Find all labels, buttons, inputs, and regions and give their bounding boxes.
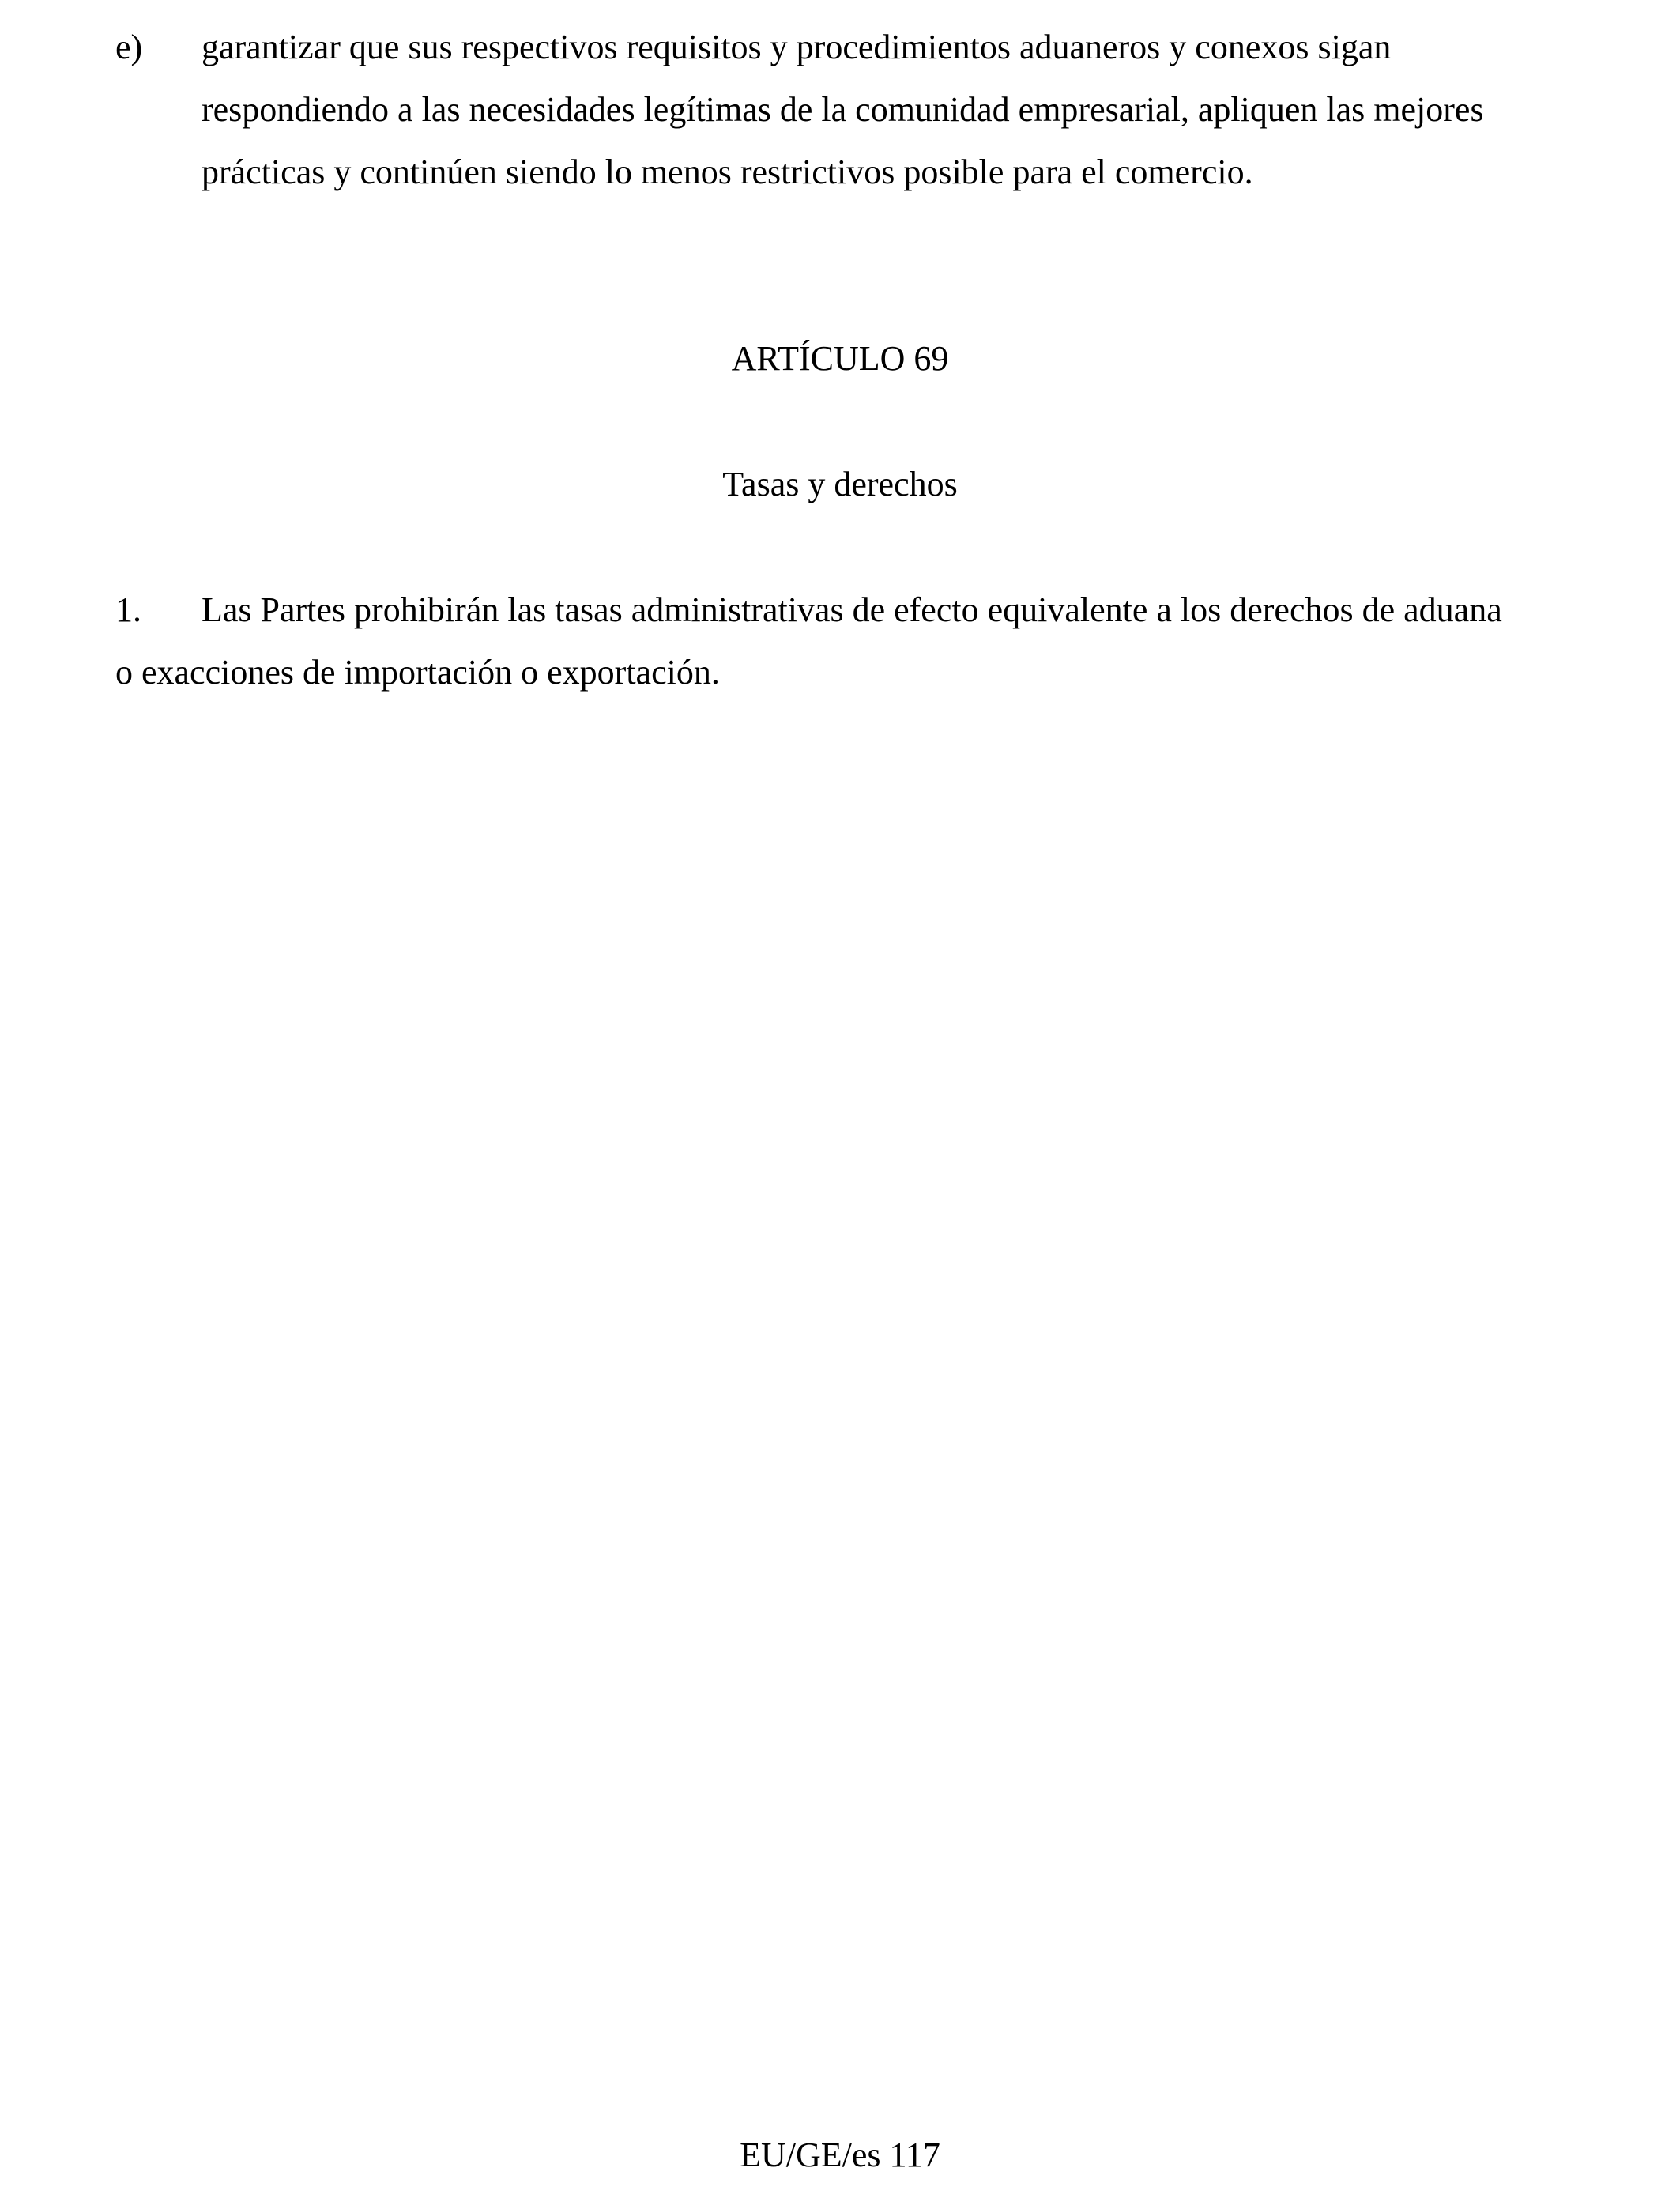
- page-footer-reference: EU/GE/es 117: [740, 2136, 940, 2174]
- paragraph-line-2: o exacciones de importación o exportación.: [115, 653, 720, 692]
- list-item-line-3: prácticas y continúen siendo lo menos restrictivos posible para el comercio.: [202, 153, 1253, 191]
- list-item-line-2: respondiendo a las necesidades legítimas de la comunidad empresarial, apliquen las mejores: [202, 90, 1484, 129]
- list-item-label: e): [115, 28, 143, 66]
- paragraph-line-1: Las Partes prohibirán las tasas administrativas de efecto equivalente a los derechos de aduana: [202, 590, 1502, 629]
- paragraph-number: 1.: [115, 590, 141, 629]
- article-subtitle: Tasas y derechos: [722, 465, 958, 503]
- article-heading: ARTÍCULO 69: [731, 339, 949, 378]
- list-item-body: [202, 16, 1561, 203]
- list-item-line-1: garantizar que sus respectivos requisitos y procedimientos aduaneros y conexos sigan: [202, 28, 1392, 66]
